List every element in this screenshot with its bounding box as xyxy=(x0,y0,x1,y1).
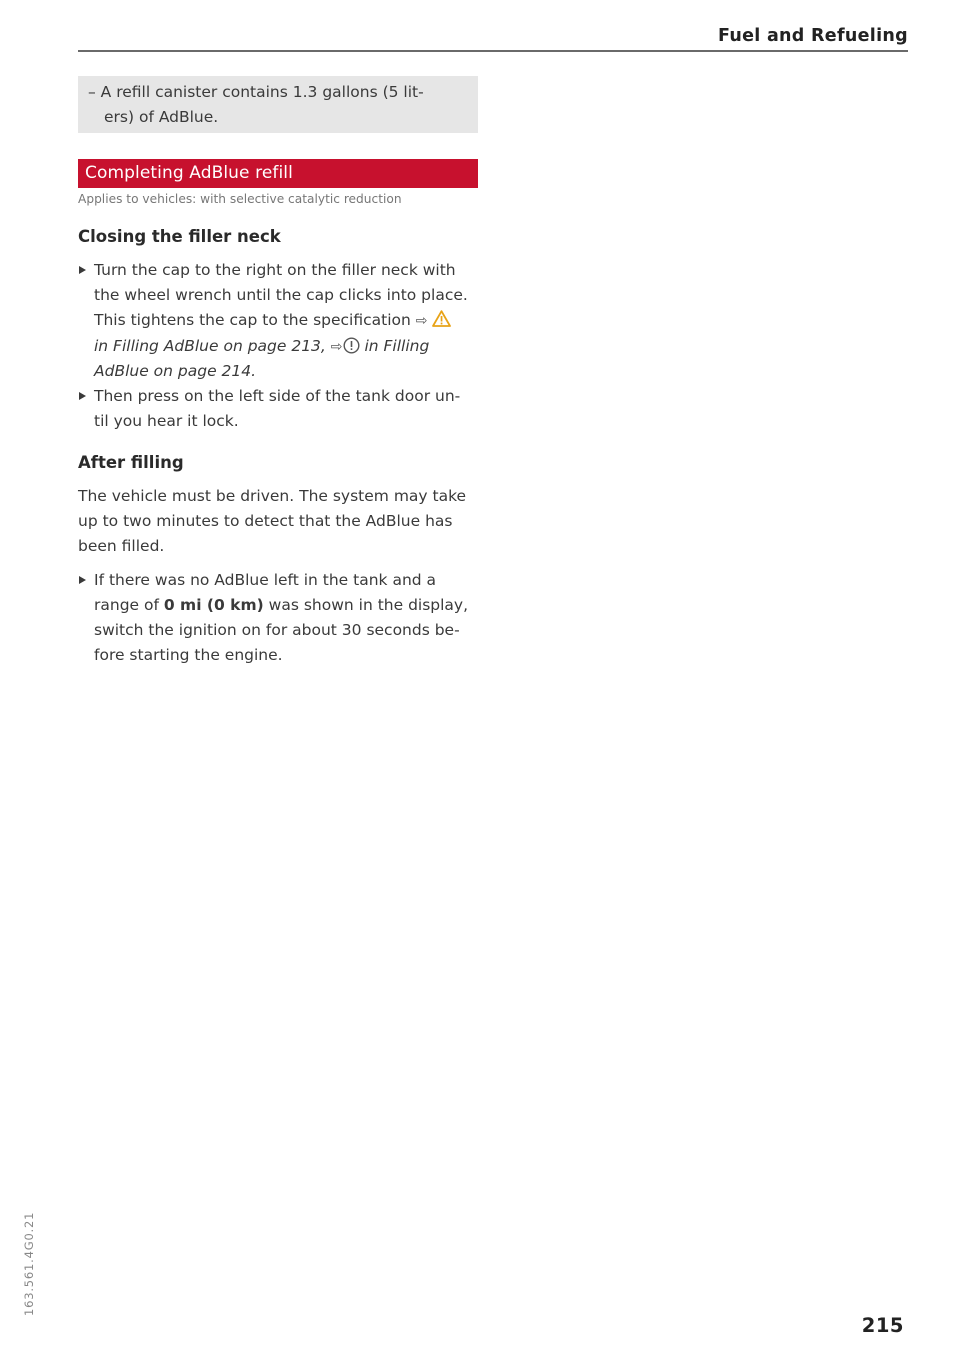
step-close-cap xyxy=(78,258,478,384)
step-ignition-on xyxy=(78,568,478,667)
reference-link-page-213[interactable]: in Filling AdBlue on page 213, xyxy=(94,336,326,355)
step1-line3 xyxy=(94,308,478,334)
page-number: 215 xyxy=(861,1314,904,1337)
step1-line3-text: This tightens the cap to the specification xyxy=(94,310,416,329)
running-header: Fuel and Refueling xyxy=(717,26,908,46)
after-filling-heading: After filling xyxy=(78,453,184,473)
reference-link-page-214[interactable]: in Filling xyxy=(364,336,430,355)
step1-line4 xyxy=(94,334,478,360)
reference-arrow-icon: ⇨ xyxy=(330,338,343,355)
para-line1: The vehicle must be driven. The system may take xyxy=(78,487,467,506)
header-divider xyxy=(78,50,908,52)
main-column xyxy=(78,76,478,667)
step3-line3: switch the ignition on for about 30 seconds be- xyxy=(94,620,460,639)
range-value: 0 mi (0 km) xyxy=(163,596,264,615)
step3-line1: If there was no AdBlue left in the tank and a xyxy=(94,571,437,590)
step3-line2-post: was shown in the display, xyxy=(263,596,469,615)
after-filling-paragraph xyxy=(78,484,478,558)
reference-arrow-icon: ⇨ xyxy=(415,312,428,329)
step3-line4: fore starting the engine. xyxy=(94,645,283,664)
note-box xyxy=(78,76,478,133)
step-press-tank-door xyxy=(78,384,478,433)
step3-line2-pre: range of xyxy=(94,596,164,615)
warning-triangle-icon xyxy=(432,310,451,327)
note-line-1: – A refill canister contains 1.3 gallons (5 lit- xyxy=(88,83,424,101)
step2-line2: til you hear it lock. xyxy=(94,411,239,430)
bullet-arrow-icon xyxy=(79,266,86,274)
document-code: 163.561.4G0.21 xyxy=(22,1211,36,1316)
para-line2: up to two minutes to detect that the AdBlue has xyxy=(78,512,453,531)
applies-to-text: Applies to vehicles: with selective catalytic reduction xyxy=(78,192,402,207)
note-line-2: ers) of AdBlue. xyxy=(104,107,219,126)
para-line3: been filled. xyxy=(78,536,165,555)
bullet-arrow-icon xyxy=(79,392,86,400)
step3-line2 xyxy=(94,593,478,618)
step1-line1: Turn the cap to the right on the filler neck with xyxy=(94,261,456,280)
step2-line1: Then press on the left side of the tank door un- xyxy=(94,386,461,405)
caution-circle-icon xyxy=(343,337,360,354)
step1-line5[interactable]: AdBlue on page 214. xyxy=(94,362,257,381)
closing-heading: Closing the filler neck xyxy=(78,227,281,247)
step1-line2: the wheel wrench until the cap clicks into place. xyxy=(94,286,468,305)
bullet-arrow-icon xyxy=(79,576,86,584)
section-title-bar: Completing AdBlue refill xyxy=(78,159,478,188)
